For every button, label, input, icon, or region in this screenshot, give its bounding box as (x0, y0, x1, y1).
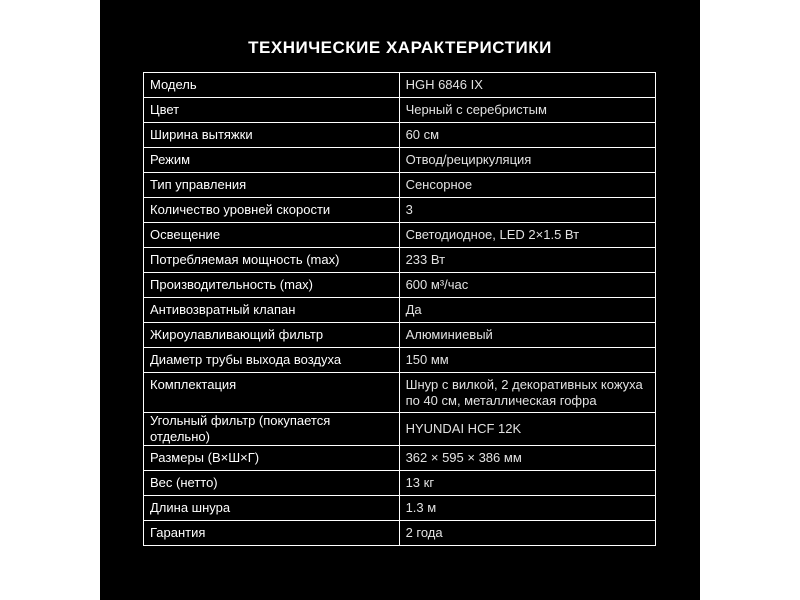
spec-value: 13 кг (399, 471, 655, 496)
spec-value: 362 × 595 × 386 мм (399, 446, 655, 471)
spec-param: Освещение (144, 223, 400, 248)
specs-table (143, 72, 656, 546)
spec-param: Количество уровней скорости (144, 198, 400, 223)
spec-value: 600 м³/час (399, 273, 655, 298)
table-row (144, 496, 656, 521)
spec-value: 3 (399, 198, 655, 223)
table-row (144, 98, 656, 123)
table-row (144, 373, 656, 413)
spec-value: HYUNDAI HCF 12K (399, 413, 655, 446)
spec-value: 2 года (399, 521, 655, 546)
table-row (144, 123, 656, 148)
spec-value: Сенсорное (399, 173, 655, 198)
spec-value: 1.3 м (399, 496, 655, 521)
spec-value: Светодиодное, LED 2×1.5 Вт (399, 223, 655, 248)
table-row (144, 323, 656, 348)
spec-value: Шнур с вилкой, 2 декоративных кожуха по 40 см, металлическая гофра (399, 373, 655, 413)
table-row (144, 521, 656, 546)
table-row (144, 173, 656, 198)
spec-sheet (100, 0, 700, 600)
table-row (144, 298, 656, 323)
spec-param: Длина шнура (144, 496, 400, 521)
spec-param: Размеры (В×Ш×Г) (144, 446, 400, 471)
spec-param: Производительность (max) (144, 273, 400, 298)
table-row (144, 413, 656, 446)
spec-param: Ширина вытяжки (144, 123, 400, 148)
table-row (144, 148, 656, 173)
spec-param: Цвет (144, 98, 400, 123)
spec-param: Комплектация (144, 373, 400, 413)
page-title: ТЕХНИЧЕСКИЕ ХАРАКТЕРИСТИКИ (248, 38, 552, 57)
spec-value: Да (399, 298, 655, 323)
spec-param: Вес (нетто) (144, 471, 400, 496)
spec-param: Тип управления (144, 173, 400, 198)
spec-param: Модель (144, 73, 400, 98)
table-row (144, 198, 656, 223)
spec-param: Гарантия (144, 521, 400, 546)
spec-param: Жироулавливающий фильтр (144, 323, 400, 348)
spec-param: Потребляемая мощность (max) (144, 248, 400, 273)
table-row (144, 248, 656, 273)
spec-value: 60 см (399, 123, 655, 148)
table-row (144, 223, 656, 248)
spec-param: Диаметр трубы выхода воздуха (144, 348, 400, 373)
table-row (144, 73, 656, 98)
spec-param: Режим (144, 148, 400, 173)
table-row (144, 446, 656, 471)
spec-param: Угольный фильтр (покупается отдельно) (144, 413, 400, 446)
spec-value: 150 мм (399, 348, 655, 373)
spec-value: Черный с серебристым (399, 98, 655, 123)
table-row (144, 471, 656, 496)
spec-value: Отвод/рециркуляция (399, 148, 655, 173)
spec-value: 233 Вт (399, 248, 655, 273)
spec-value: Алюминиевый (399, 323, 655, 348)
spec-param: Антивозвратный клапан (144, 298, 400, 323)
spec-value: HGH 6846 IX (399, 73, 655, 98)
table-row (144, 348, 656, 373)
table-row (144, 273, 656, 298)
